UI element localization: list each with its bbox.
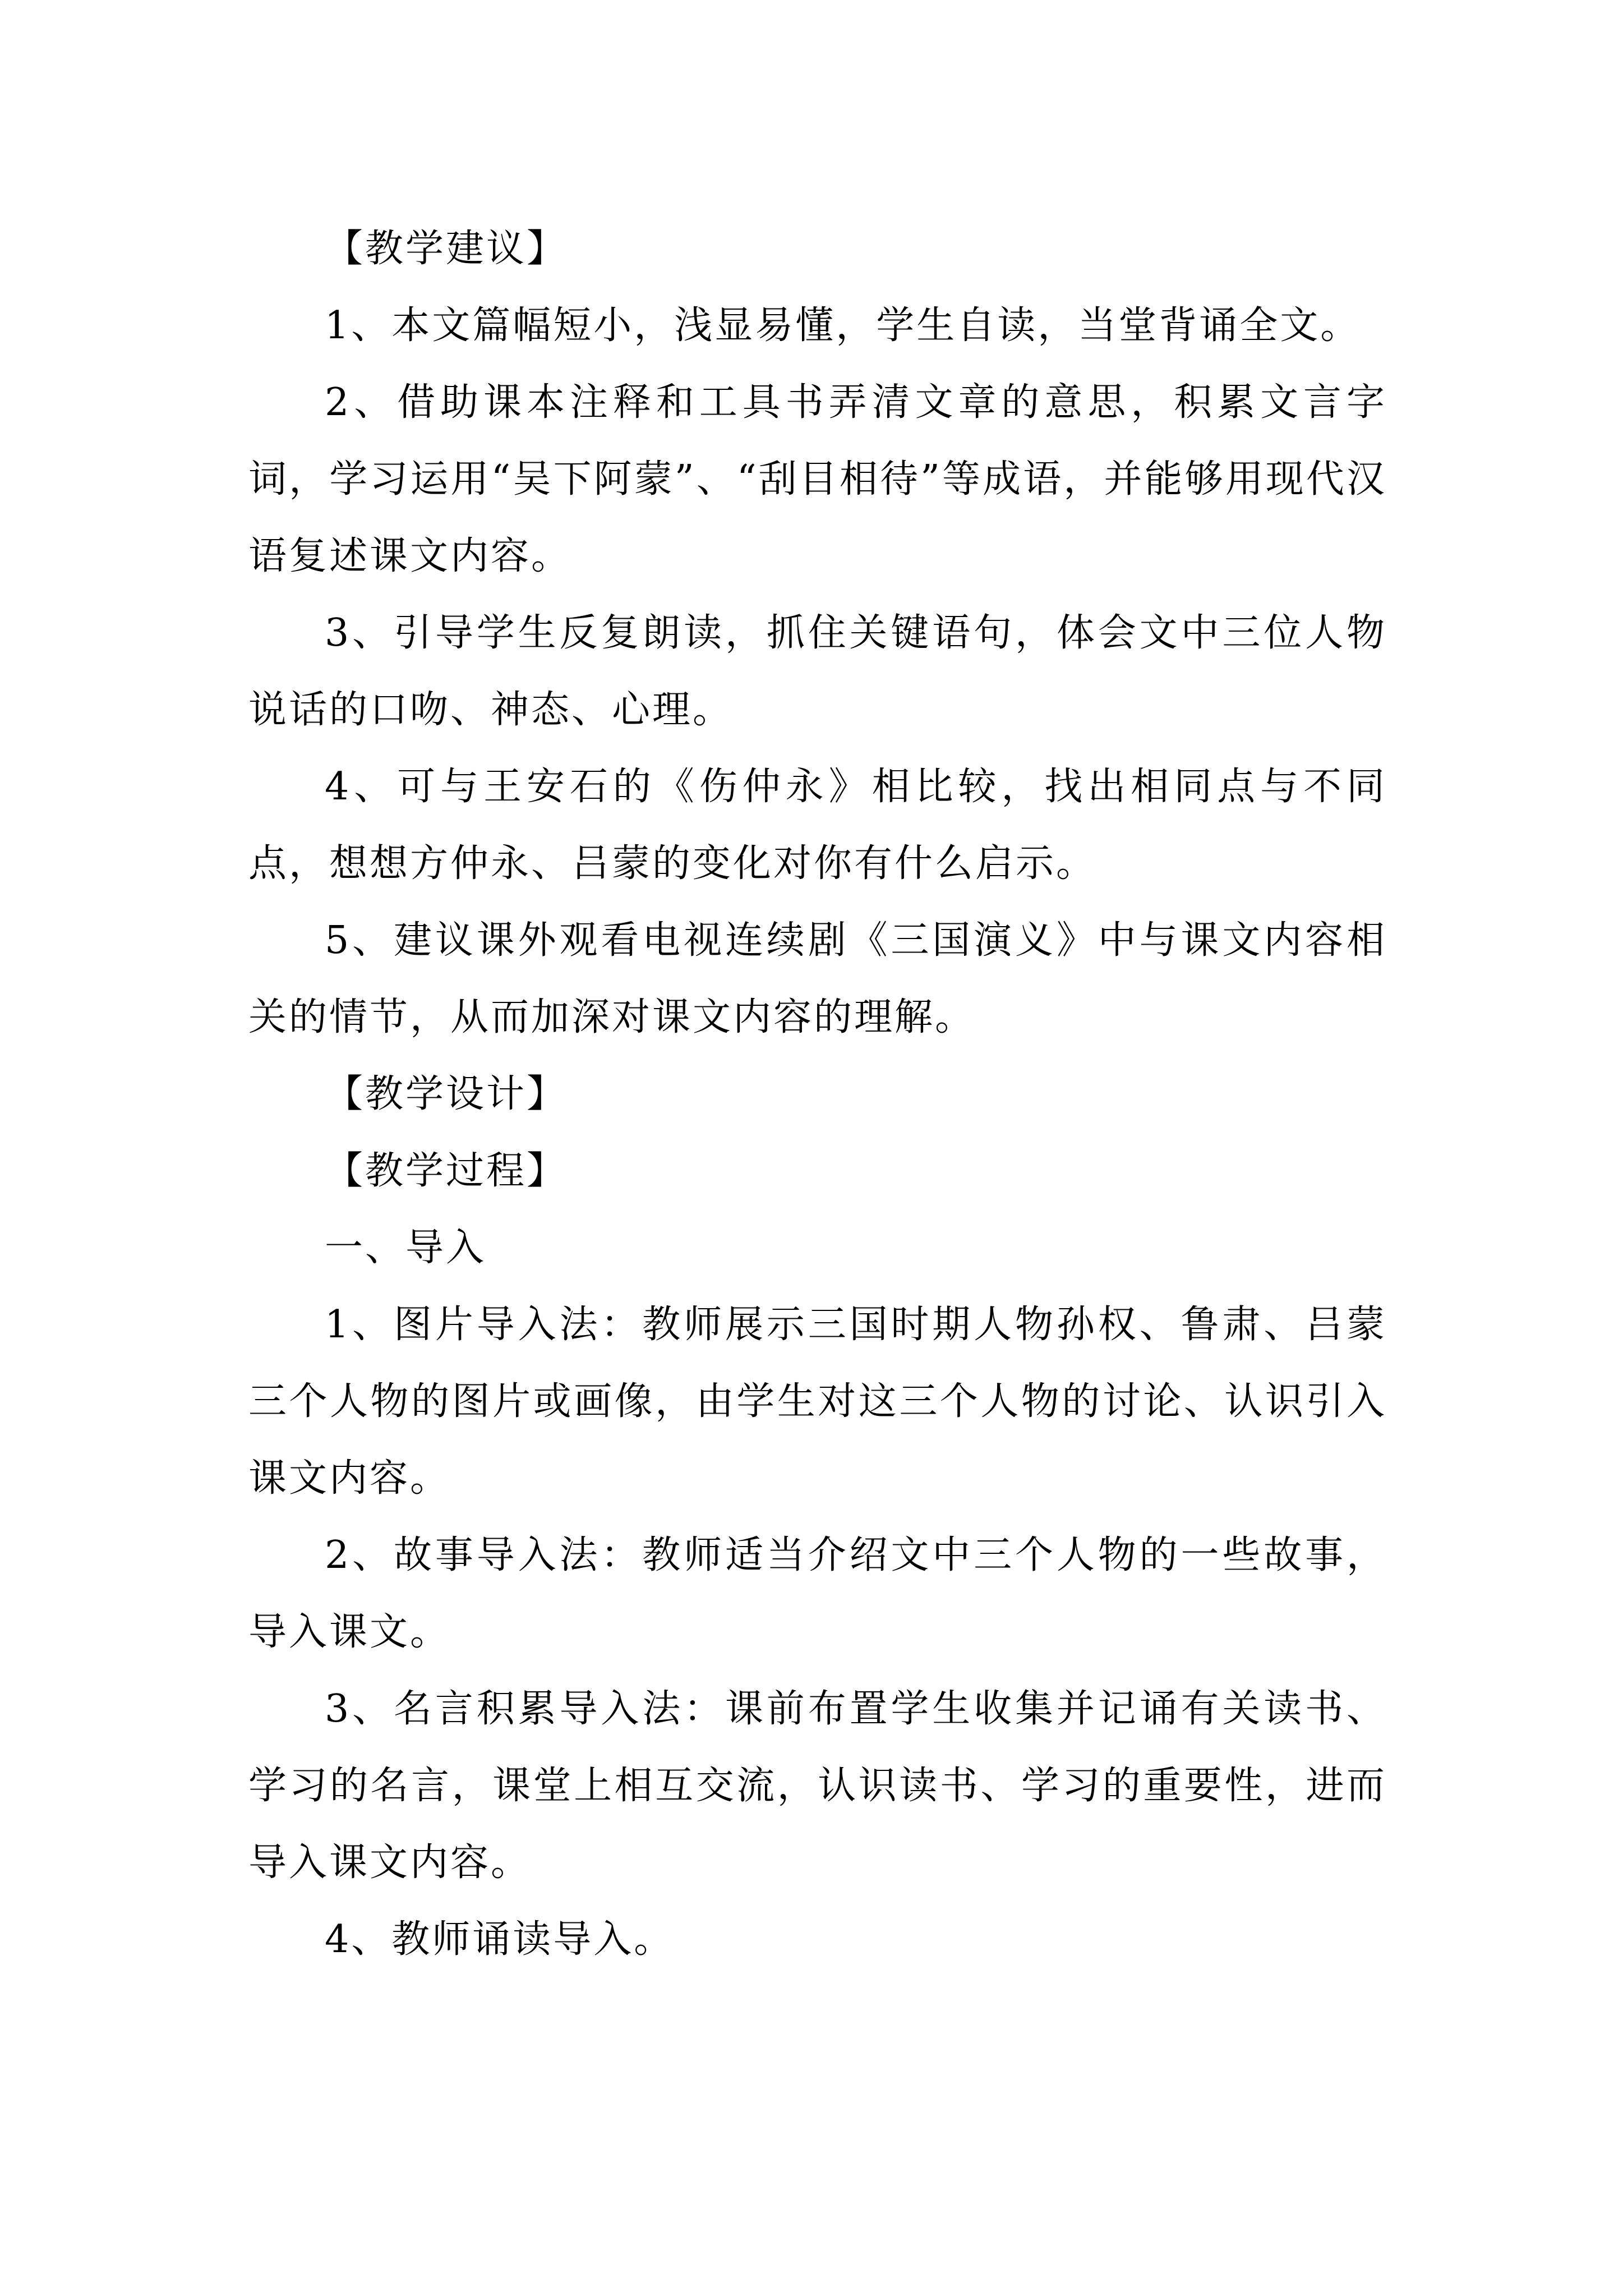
heading-teaching-suggestions: 【教学建议】 xyxy=(325,227,568,271)
heading-teaching-process: 【教学过程】 xyxy=(325,1149,568,1193)
suggestion-2: 2、借助课本注释和工具书弄清文章的意思，积累文言字词，学习运用“吴下阿蒙”、“刮目相待”等成语，并能够用现代汉语复述课文内容。 xyxy=(248,380,1387,578)
suggestion-1: 1、本文篇幅短小，浅显易懂，学生自读，当堂背诵全文。 xyxy=(325,303,1361,348)
intro-method-1: 1、图片导入法：教师展示三国时期人物孙权、鲁肃、吕蒙三个人物的图片或画像，由学生对这三个人物的讨论、认识引入课文内容。 xyxy=(248,1303,1387,1501)
heading-teaching-design: 【教学设计】 xyxy=(325,1072,568,1116)
suggestion-5: 5、建议课外观看电视连续剧《三国演义》中与课文内容相关的情节，从而加深对课文内容的理解。 xyxy=(248,918,1387,1039)
intro-method-4: 4、教师诵读导入。 xyxy=(325,1917,675,1962)
document-body xyxy=(248,210,1387,1978)
section-introduction: 一、导入 xyxy=(325,1226,487,1270)
intro-method-3: 3、名言积累导入法：课前布置学生收集并记诵有关读书、学习的名言，课堂上相互交流，认识读书、学习的重要性，进而导入课文内容。 xyxy=(248,1687,1387,1885)
suggestion-3: 3、引导学生反复朗读，抓住关键语句，体会文中三位人物说话的口吻、神态、心理。 xyxy=(248,611,1387,732)
suggestion-4: 4、可与王安石的《伤仲永》相比较，找出相同点与不同点，想想方仲永、吕蒙的变化对你有什么启示。 xyxy=(248,765,1387,886)
intro-method-2: 2、故事导入法：教师适当介绍文中三个人物的一些故事，导入课文。 xyxy=(248,1533,1387,1654)
